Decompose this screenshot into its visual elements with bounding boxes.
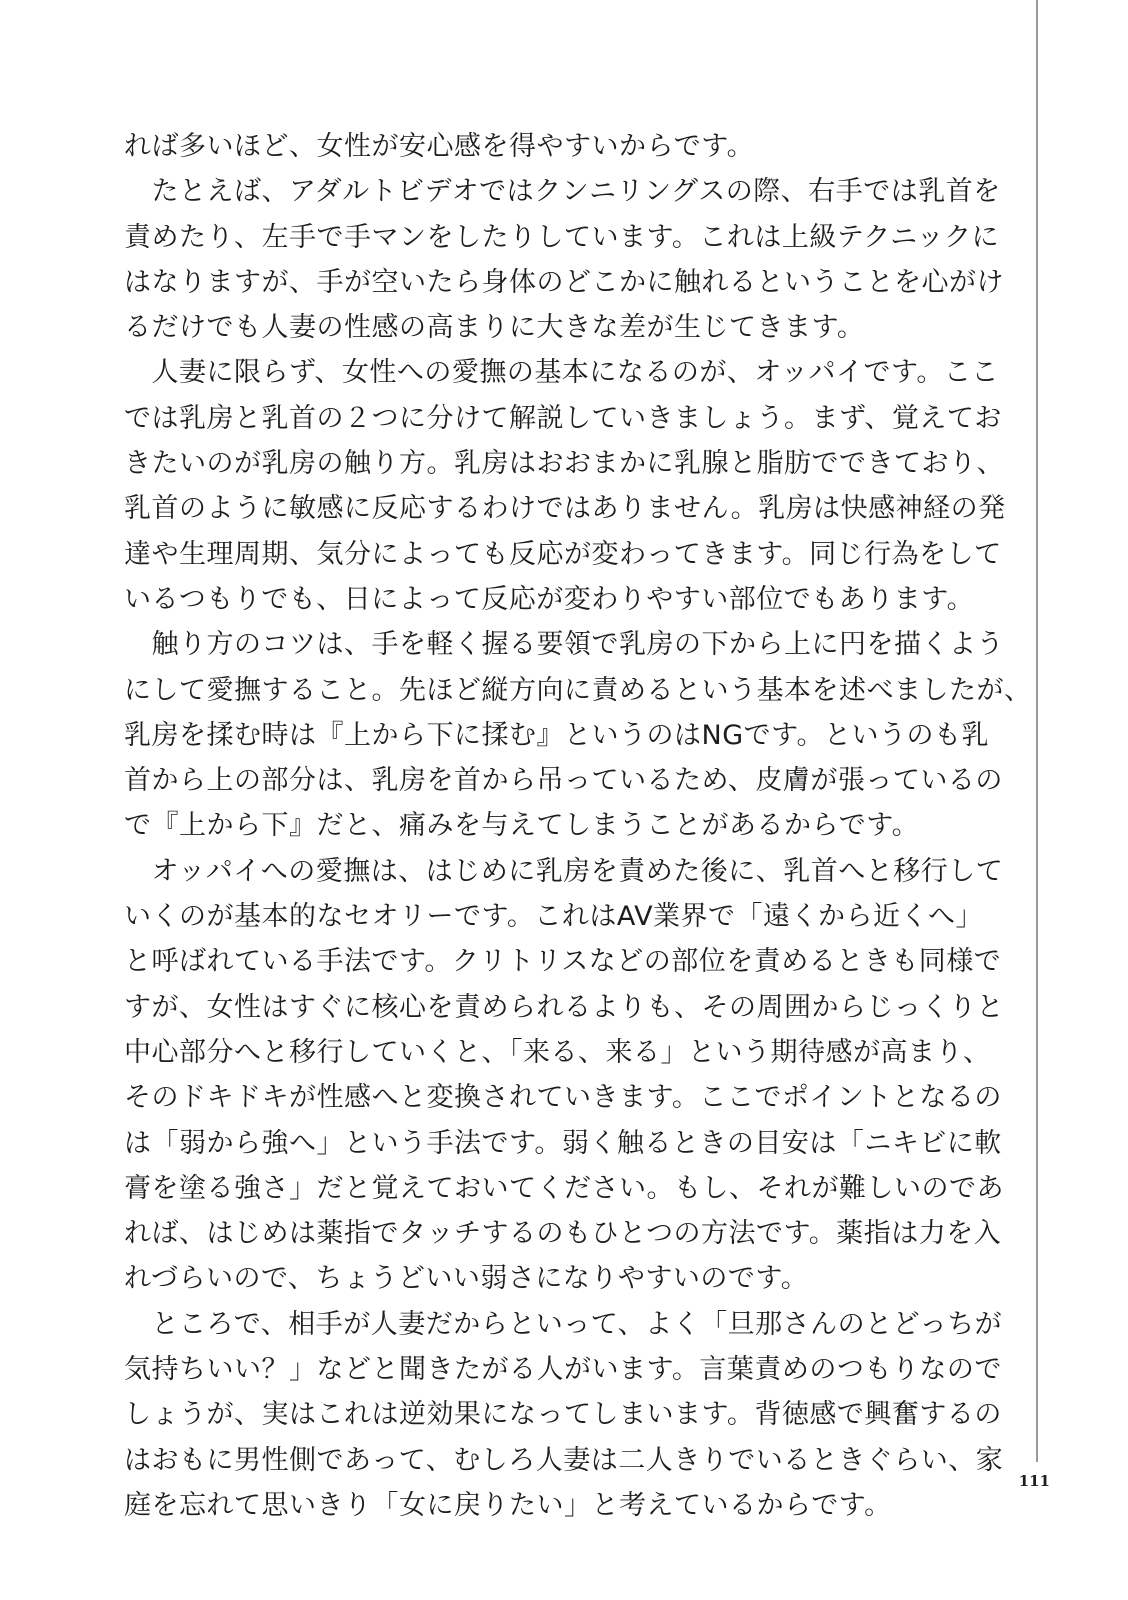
text-line: 乳房を揉む時は『上から下に揉む』というのはNGです。というのも乳 xyxy=(124,719,989,751)
text-line: そのドキドキが性感へと変換されていきます。ここでポイントとなるの xyxy=(124,1082,1002,1114)
text-line: すが、女性はすぐに核心を責められるよりも、その周囲からじっくりと xyxy=(124,991,1004,1023)
text-line: 人妻に限らず、女性への愛撫の基本になるのが、オッパイです。ここ xyxy=(124,357,999,389)
text-line: いるつもりでも、日によって反応が変わりやすい部位でもあります。 xyxy=(124,583,975,615)
body-text xyxy=(124,124,1032,1528)
text-line: 庭を忘れて思いきり「女に戻りたい」と考えているからです。 xyxy=(124,1489,892,1521)
text-line: 達や生理周期、気分によっても反応が変わってきます。同じ行為をして xyxy=(124,538,1002,570)
text-line: 中心部分へと移行していくと、「来る、来る」という期待感が高まり、 xyxy=(124,1036,991,1068)
page-number: 111 xyxy=(1018,1472,1050,1490)
text-line: 責めたり、左手で手マンをしたりしています。これは上級テクニックに xyxy=(124,221,1000,253)
text-line: と呼ばれている手法です。クリトリスなどの部位を責めるときも同様で xyxy=(124,946,1002,978)
text-line: は「弱から強へ」という手法です。弱く触るときの目安は「ニキビに軟 xyxy=(124,1127,1002,1159)
text-line: きたいのが乳房の触り方。乳房はおおまかに乳腺と脂肪でできており、 xyxy=(124,448,1004,480)
text-line: しょうが、実はこれは逆効果になってしまいます。背徳感で興奮するの xyxy=(124,1399,1002,1431)
text-line: るだけでも人妻の性感の高まりに大きな差が生じてきます。 xyxy=(124,312,865,344)
text-line: オッパイへの愛撫は、はじめに乳房を責めた後に、乳首へと移行して xyxy=(124,855,1004,887)
text-line: 膏を塗る強さ」だと覚えておいてください。もし、それが難しいのであ xyxy=(124,1172,1004,1204)
text-line: 気持ちいい？」などと聞きたがる人がいます。言葉責めのつもりなので xyxy=(124,1354,1002,1386)
text-line: で『上から下』だと、痛みを与えてしまうことがあるからです。 xyxy=(124,810,920,842)
text-line: 触り方のコツは、手を軽く握る要領で乳房の下から上に円を描くよう xyxy=(124,629,1004,661)
text-line: 乳首のように敏感に反応するわけではありません。乳房は快感神経の発 xyxy=(124,493,1006,525)
text-line: れづらいので、ちょうどいい弱さになりやすいのです。 xyxy=(124,1263,809,1295)
text-line: れば、はじめは薬指でタッチするのもひとつの方法です。薬指は力を入 xyxy=(124,1218,1002,1250)
text-line: 首から上の部分は、乳房を首から吊っているため、皮膚が張っているの xyxy=(124,765,1003,797)
text-line: れば多いほど、女性が安心感を得やすいからです。 xyxy=(124,131,755,162)
text-line: たとえば、アダルトビデオではクンニリングスの際、右手では乳首を xyxy=(124,176,1001,208)
text-line: ところで、相手が人妻だからといって、よく「旦那さんのとどっちが xyxy=(124,1308,1003,1340)
text-line: はおもに男性側であって、むしろ人妻は二人きりでいるときぐらい、家 xyxy=(124,1444,1004,1476)
text-line: いくのが基本的なセオリーです。これはAV業界で「遠くから近くへ」 xyxy=(124,901,984,933)
margin-rule xyxy=(1036,0,1038,1462)
text-line: にして愛撫すること。先ほど縦方向に責めるという基本を述べましたが、 xyxy=(124,674,1032,706)
text-line: では乳房と乳首の２つに分けて解説していきましょう。まず、覚えてお xyxy=(124,402,1002,434)
text-line: はなりますが、手が空いたら身体のどこかに触れるということを心がけ xyxy=(124,266,1004,298)
